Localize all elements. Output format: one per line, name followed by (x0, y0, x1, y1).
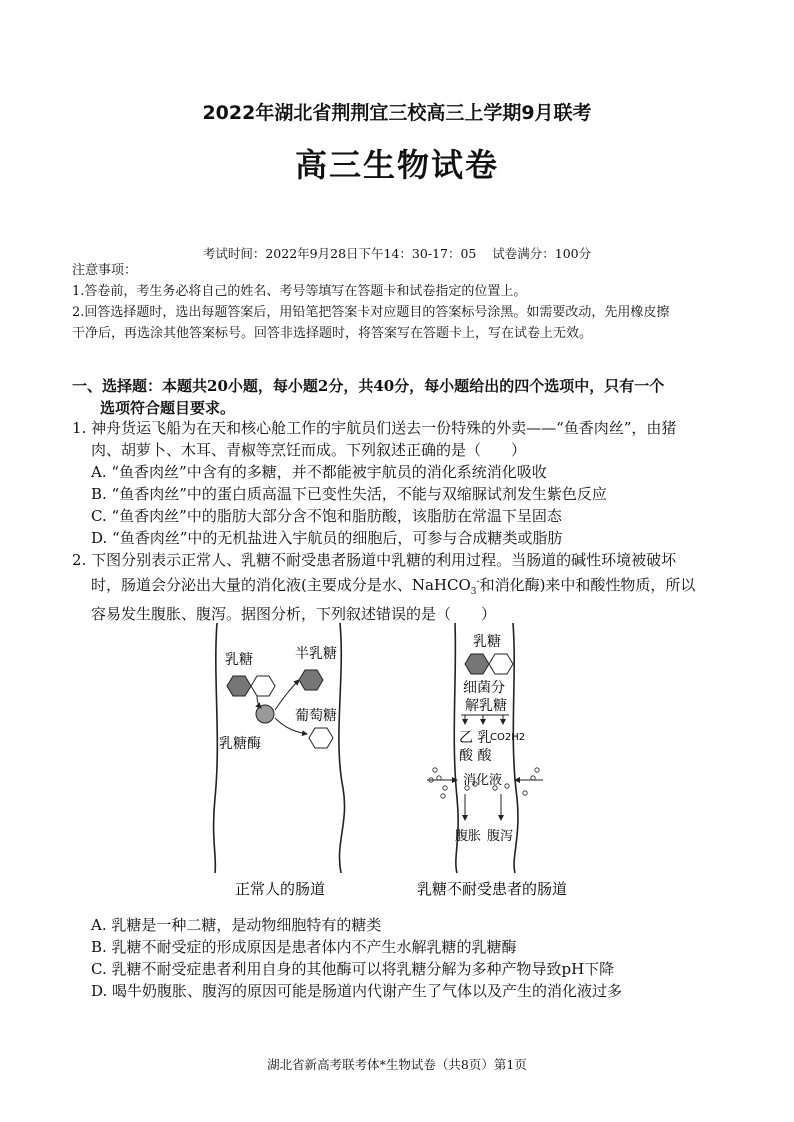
exam-title: 2022年湖北省荆荆宜三校高三上学期9月联考 (202, 102, 592, 124)
left-galactose-label: 半乳糖 (295, 646, 337, 662)
q2-line2-pre: 时，肠道会分泌出大量的消化液(主要成分是水、NaHCO (91, 576, 471, 594)
question-1-option-b: B. “鱼香肉丝”中的蛋白质高温下已变性失活，不能与双缩脲试剂发生紫色反应 (91, 485, 607, 503)
q2-line2-post: 和消化酶)来中和酸性物质，所以 (479, 576, 696, 594)
question-2-option-c: C. 乳糖不耐受症患者利用自身的其他酶可以将乳糖分解为多种产物导致pH下降 (91, 960, 615, 978)
question-2-option-d: D. 喝牛奶腹胀、腹泻的原因可能是肠道内代谢产生了气体以及产生的消化液过多 (91, 982, 623, 1000)
right-acid-line-2: 酸 酸 (459, 748, 492, 764)
left-enzyme-label: 乳糖酶 (219, 736, 261, 752)
left-lactose-hexagon-light (251, 676, 275, 696)
right-diarrhea-label: 腹泻 (487, 829, 514, 844)
question-2-stem-line-2 (72, 571, 732, 603)
left-intestine-wall-left (214, 623, 218, 873)
exam-meta: 考试时间：2022年9月28日下午14：30-17：05 试卷满分：100分 (202, 246, 592, 261)
question-1-option-d: D. “鱼香肉丝”中的无机盐进入宇航员的细胞后，可参与合成糖类或脂肪 (91, 529, 563, 547)
question-1 (72, 417, 732, 549)
section-heading-line-1: 一、选择题：本题共20小题，每小题2分，共40分，每小题给出的四个选项中，只有一个 (72, 377, 665, 395)
left-lactose-hexagon-dark (227, 676, 251, 696)
notes-item-2-line-2: 干净后，再选涂其他答案标号。回答非选择题时，将答案写在答题卡上，写在试卷上无效。 (72, 326, 593, 341)
notes-item-1: 1.答卷前，考生务必将自己的姓名、考号等填写在答题卡和试卷指定的位置上。 (72, 284, 527, 299)
right-intestine-wall-right (513, 623, 518, 873)
right-bloating-label: 腹胀 (455, 829, 482, 844)
right-bacteria-line-2: 解乳糖 (465, 698, 507, 714)
subject-title: 高三生物试卷 (294, 146, 499, 184)
right-fluid-label: 消化液 (463, 773, 503, 788)
q2-line2-sub: 3 (470, 587, 477, 597)
right-lactose-hexagon-light (489, 654, 513, 674)
section-heading (72, 375, 732, 419)
question-2-stem-line-3: 容易发生腹胀、腹泻。据图分析，下列叙述错误的是（ ） (91, 605, 497, 623)
question-1-stem-line-2: 肉、胡萝卜、木耳、青椒等烹饪而成。下列叙述正确的是（ ） (91, 441, 527, 459)
right-lactose-hexagon-dark (465, 654, 489, 674)
right-caption: 乳糖不耐受患者的肠道 (417, 880, 568, 898)
lactose-intestine-figure (195, 618, 595, 908)
question-2-option-b: B. 乳糖不耐受症的形成原因是患者体内不产生水解乳糖的乳糖酶 (91, 938, 517, 956)
left-caption: 正常人的肠道 (235, 880, 326, 898)
notes-heading: 注意事项： (72, 263, 138, 278)
right-acid-line-1: 乙 乳 (459, 730, 492, 746)
right-gas-label: CO2H2 (490, 732, 526, 743)
left-lactose-label: 乳糖 (225, 652, 253, 668)
galactose-hexagon (299, 670, 323, 690)
left-glucose-label: 葡萄糖 (295, 708, 337, 724)
left-intestine-wall-right (339, 623, 345, 873)
notes-block (72, 260, 732, 344)
question-2 (72, 549, 732, 625)
question-1-option-a: A. “鱼香肉丝”中含有的多糖，并不都能被宇航员的消化系统消化吸收 (91, 463, 547, 481)
question-2-stem-line-1: 2. 下图分别表示正常人、乳糖不耐受患者肠道中乳糖的利用过程。当肠道的碱性环境被破坏 (72, 551, 677, 569)
q2-line2-sup: - (476, 577, 480, 587)
section-heading-line-2: 选项符合题目要求。 (100, 399, 236, 417)
question-2-options (72, 914, 732, 1002)
question-1-stem-line-1: 1. 神舟货运飞船为在天和核心舱工作的宇航员们送去一份特殊的外卖——“鱼香肉丝”，由猪 (72, 419, 677, 437)
page-footer: 湖北省新高考联考体*生物试卷（共8页）第1页 (267, 1057, 527, 1072)
right-lactose-label: 乳糖 (473, 634, 501, 650)
notes-item-2-line-1: 2.回答选择题时，选出每题答案后，用铅笔把答案卡对应题目的答案标号涂黑。如需要改动，先用橡皮擦 (72, 305, 670, 320)
glucose-hexagon (309, 728, 333, 748)
lactase-enzyme-icon (256, 705, 274, 723)
question-2-option-a: A. 乳糖是一种二糖，是动物细胞特有的糖类 (91, 916, 382, 934)
right-bacteria-line-1: 细菌分 (463, 680, 505, 696)
question-1-option-c: C. “鱼香肉丝”中的脂肪大部分含不饱和脂肪酸，该脂肪在常温下呈固态 (91, 507, 562, 525)
